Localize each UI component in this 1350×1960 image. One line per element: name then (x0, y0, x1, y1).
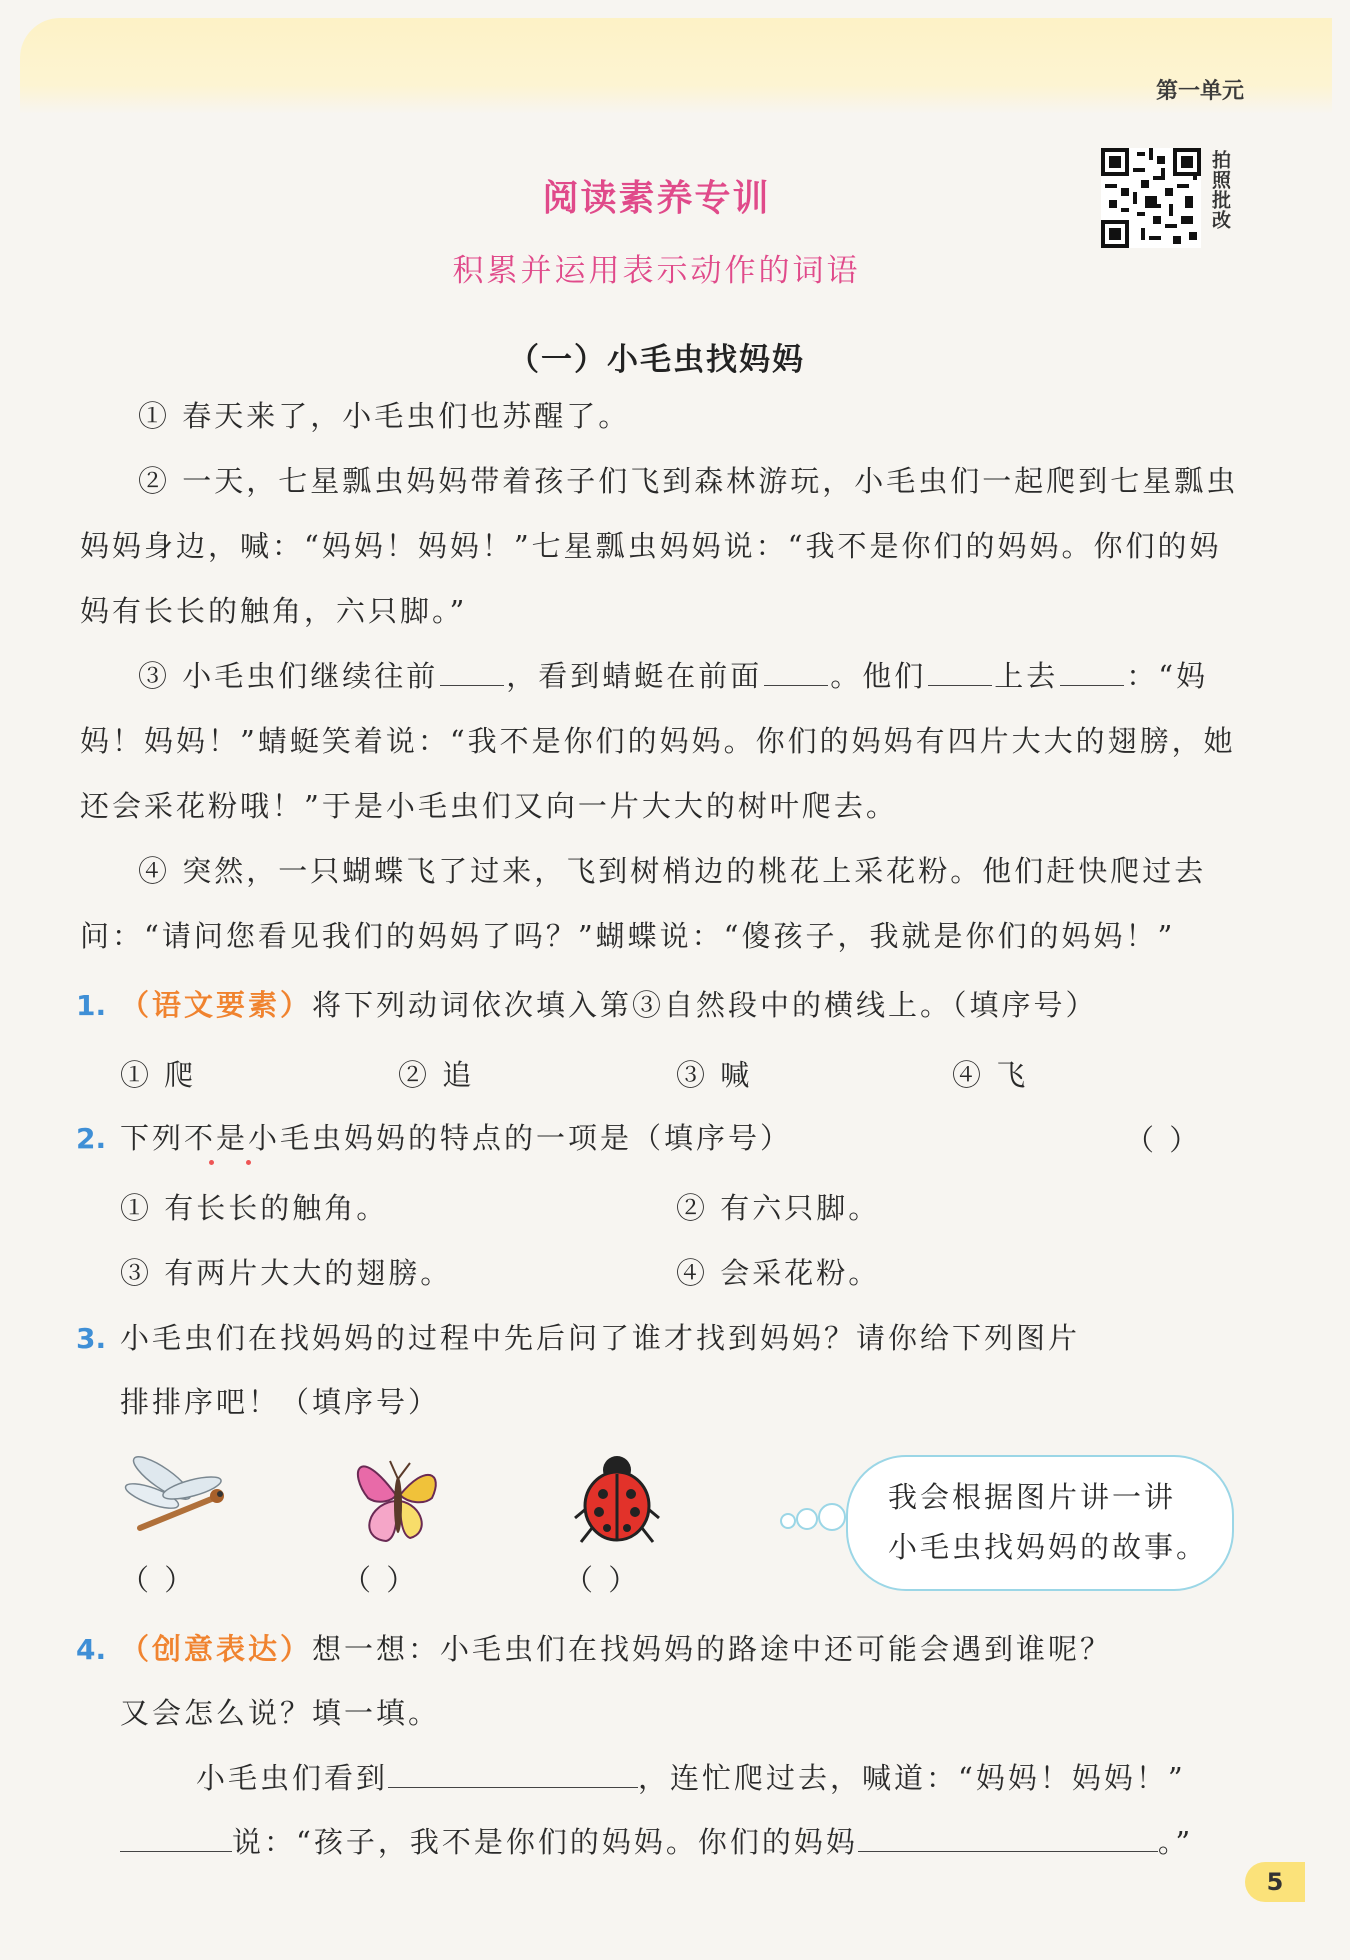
question-3-number: 3. (76, 1322, 107, 1355)
q1-option-2[interactable]: ② 追 (398, 1058, 475, 1092)
thought-puff (818, 1503, 846, 1531)
thought-bubble-text (888, 1472, 1228, 1572)
q2-option-4[interactable]: ④ 会采花粉。 (676, 1256, 881, 1290)
question-2-text: 下列不是小毛虫妈妈的特点的一项是（填序号） (120, 1121, 793, 1155)
dragonfly-icon (122, 1448, 232, 1543)
q4-fill-1-text-a: 小毛虫们看到 (196, 1761, 389, 1795)
p3-text-c: 。他们 (830, 659, 927, 693)
thought-puff (780, 1513, 796, 1529)
q2-answer-paren[interactable]: （ ） (1125, 1123, 1202, 1157)
question-1 (76, 985, 1098, 1026)
ladybug-icon (567, 1448, 667, 1548)
story-paragraph-2: ② 一天，七星瓢虫妈妈带着孩子们飞到森林游玩，小毛虫们一起爬到七星瓢虫妈妈身边，喊：“妈妈！妈妈！”七星瓢虫妈妈说：“我不是你们的妈妈。你们的妈妈有长长的触角，六只脚。” (80, 464, 1239, 628)
question-4-line2: 又会怎么说？填一填。 (120, 1696, 441, 1730)
emphasis-dot (246, 1160, 251, 1165)
question-3-line2: 排排序吧！（填序号） (120, 1385, 441, 1419)
question-1-number: 1. (76, 989, 107, 1022)
p3-text-a: ③ 小毛虫们继续往前 (138, 659, 439, 693)
p3-blank-2[interactable] (764, 657, 828, 686)
p3-text-b: ，看到蜻蜓在前面 (506, 659, 763, 693)
question-4-tag: （创意表达） (120, 1632, 313, 1666)
unit-label: 第一单元 (1155, 79, 1244, 104)
page-number: 5 (1245, 1862, 1305, 1902)
bubble-line-1: 我会根据图片讲一讲 (888, 1480, 1177, 1514)
p3-text-e: ：“妈妈！妈妈！”蜻蜓笑着说：“我不是你们的妈妈。你们的妈妈有四片大大的翅膀，她还会采花粉哦！”于是小毛虫们又向一片大大的树叶爬去。 (80, 659, 1236, 823)
question-1-tag: （语文要素） (120, 988, 313, 1022)
q1-option-1[interactable]: ① 爬 (120, 1058, 197, 1092)
question-3-text-line1: 小毛虫们在找妈妈的过程中先后问了谁才找到妈妈？请你给下列图片 (120, 1321, 1081, 1355)
p3-blank-4[interactable] (1060, 657, 1124, 686)
story-paragraph-1: ① 春天来了，小毛虫们也苏醒了。 (138, 399, 631, 433)
story-paragraph-4: ④ 突然，一只蝴蝶飞了过来，飞到树梢边的桃花上采花粉。他们赶快爬过去问：“请问您看见我们的妈妈了吗？”蝴蝶说：“傻孩子，我就是你们的妈妈！” (80, 854, 1207, 953)
question-2 (76, 1118, 792, 1159)
q4-fill-line-2 (120, 1822, 1193, 1862)
q3-answer-paren-2[interactable]: （ ） (342, 1563, 419, 1597)
q4-fill-1-text-b: ，连忙爬过去，喊道：“妈妈！妈妈！” (638, 1761, 1186, 1795)
q2-option-1[interactable]: ① 有长长的触角。 (120, 1191, 389, 1225)
question-4-number: 4. (76, 1633, 107, 1666)
q3-answer-paren-3[interactable]: （ ） (564, 1563, 641, 1597)
q2-option-2[interactable]: ② 有六只脚。 (676, 1191, 881, 1225)
q3-answer-paren-1[interactable]: （ ） (120, 1563, 197, 1597)
bubble-line-2: 小毛虫找妈妈的故事。 (888, 1530, 1209, 1564)
page-subtitle: 积累并运用表示动作的词语 (452, 253, 861, 289)
q4-fill-2-text-b: 。” (1157, 1825, 1194, 1859)
emphasis-dot (209, 1160, 214, 1165)
q4-blank-feature[interactable] (858, 1823, 1158, 1852)
story-paragraph-3 (80, 644, 1240, 839)
story-title: （一）小毛虫找妈妈 (508, 342, 805, 378)
p3-blank-1[interactable] (440, 657, 504, 686)
p3-blank-3[interactable] (928, 657, 992, 686)
question-4-text-line1: 想一想：小毛虫们在找妈妈的路途中还可能会遇到谁呢？ (312, 1632, 1113, 1666)
question-3 (76, 1318, 1080, 1359)
thought-puff (796, 1508, 818, 1530)
q4-fill-line-1 (196, 1758, 1186, 1798)
question-4 (76, 1629, 1112, 1670)
q1-option-4[interactable]: ④ 飞 (952, 1058, 1029, 1092)
p3-text-d: 上去 (994, 659, 1059, 693)
question-2-number: 2. (76, 1122, 107, 1155)
q4-blank-who[interactable] (388, 1759, 638, 1788)
butterfly-icon (348, 1443, 448, 1553)
q4-blank-speaker[interactable] (120, 1823, 232, 1852)
header-band (20, 18, 1332, 114)
q1-option-3[interactable]: ③ 喊 (676, 1058, 753, 1092)
qr-label: 拍照批改 (1209, 150, 1231, 230)
q4-fill-2-text-a: 说：“孩子，我不是你们的妈妈。你们的妈妈 (232, 1825, 858, 1859)
page-title: 阅读素养专训 (542, 178, 771, 219)
q2-option-3[interactable]: ③ 有两片大大的翅膀。 (120, 1256, 453, 1290)
question-1-text: 将下列动词依次填入第③自然段中的横线上。（填序号） (312, 988, 1098, 1022)
